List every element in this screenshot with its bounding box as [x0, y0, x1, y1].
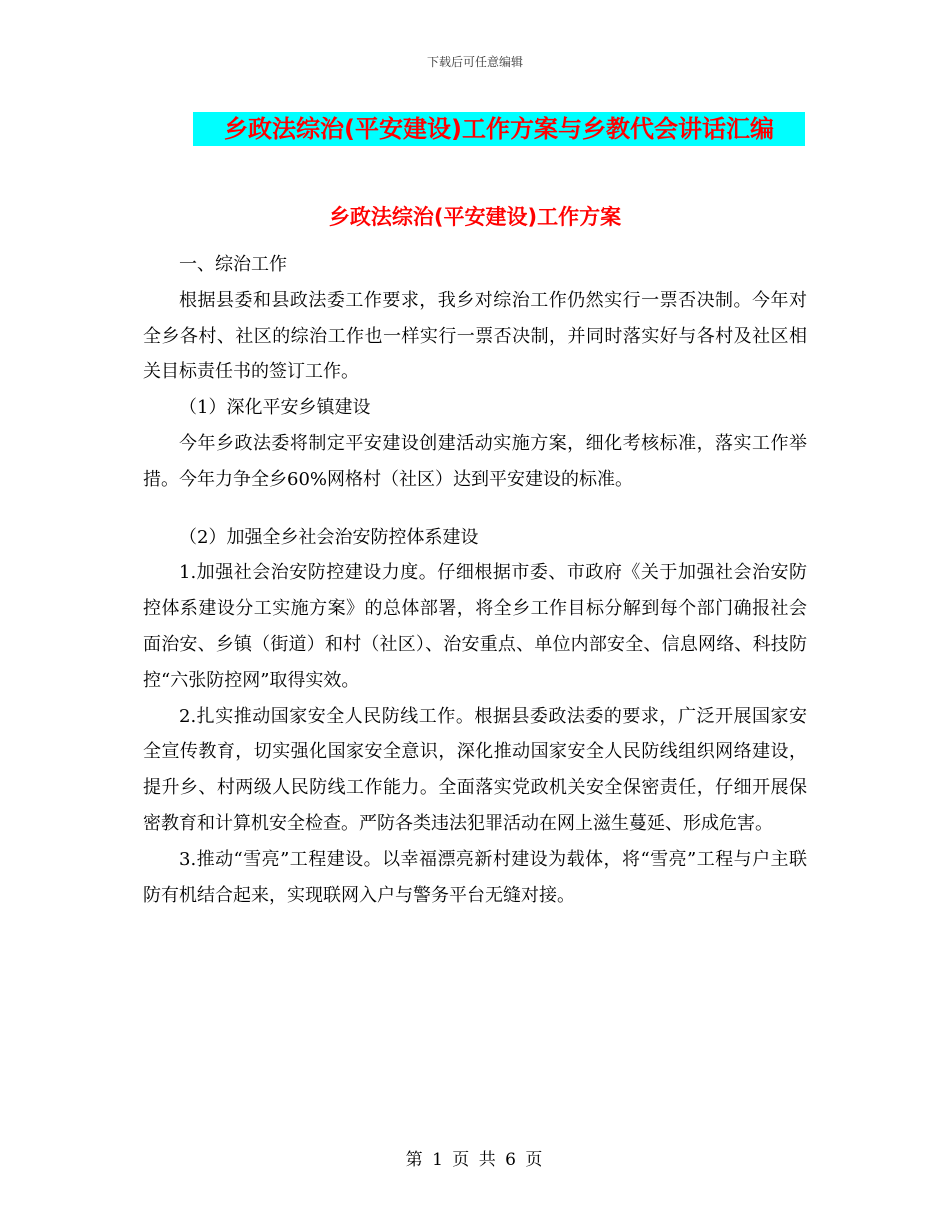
header-note: 下载后可任意编辑	[426, 55, 523, 69]
paragraph-item-3: 3.推动“雪亮”工程建设。以幸福漂亮新村建设为载体，将“雪亮”工程与户主联防有机结合起来，实现联网入户与警务平台无缝对接。	[143, 848, 807, 906]
paragraph-safe-town: 今年乡政法委将制定平安建设创建活动实施方案，细化考核标准，落实工作举措。今年力争全乡60%网格村（社区）达到平安建设的标准。	[143, 432, 807, 490]
document-body	[143, 247, 807, 913]
section-title: 乡政法综治(平安建设)工作方案	[328, 205, 622, 229]
page-number: 第 1 页 共 6 页	[405, 1150, 545, 1170]
heading-security-system: （2）加强全乡社会治安防控体系建设	[179, 526, 479, 548]
document-title: 乡政法综治(平安建设)工作方案与乡教代会讲话汇编	[193, 112, 805, 146]
paragraph-item-1: 1.加强社会治安防控建设力度。仔细根据市委、市政府《关于加强社会治安防控体系建设分工实施方案》的总体部署，将全乡工作目标分解到每个部门确报社会面治安、乡镇（街道）和村（社区）、治安重点、单位内部安全、信息网络、科技防控“六张防控网”取得实效。	[143, 562, 807, 691]
paragraph-item-2: 2.扎实推动国家安全人民防线工作。根据县委政法委的要求，广泛开展国家安全宣传教育，切实强化国家安全意识，深化推动国家安全人民防线组织网络建设，提升乡、村两级人民防线工作能力。全面落实党政机关安全保密责任，仔细开展保密教育和计算机安全检查。严防各类违法犯罪活动在网上滋生蔓延、形成危害。	[143, 705, 807, 834]
paragraph-veto-system: 根据县委和县政法委工作要求，我乡对综治工作仍然实行一票否决制。今年对全乡各村、社区的综治工作也一样实行一票否决制，并同时落实好与各村及社区相关目标责任书的签订工作。	[143, 289, 807, 383]
heading-safe-town: （1）深化平安乡镇建设	[179, 397, 371, 419]
heading-comprehensive-governance: 一、综治工作	[179, 254, 287, 275]
